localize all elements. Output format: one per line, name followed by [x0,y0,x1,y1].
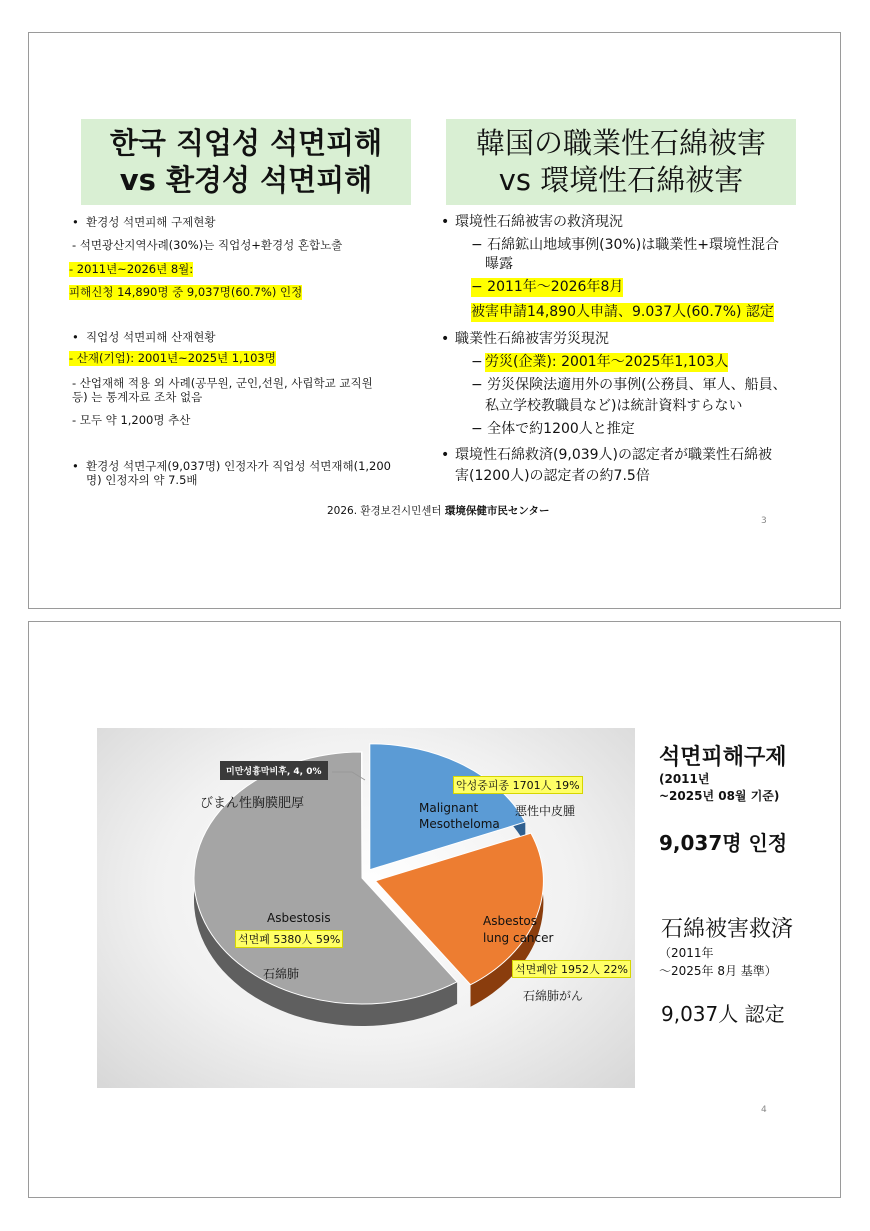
side-kr-period-1: (2011년 [659,772,710,786]
slide-4 [28,621,841,1198]
lung-kr-label: 석면폐암 1952人 22% [512,960,631,978]
jp-bullet-3: • 環境性石綿救済(9,039人)の認定者が職業性石綿被 [455,446,772,465]
side-jp-count: 9,037人 認定 [661,1002,785,1026]
jp-b2-sub1: − 労災保険法適用外の事例(公務員、軍人、船員、 [471,377,787,393]
jp-b1-sub2: 曝露 [485,256,513,272]
side-kr-title: 석면피해구제 [659,745,787,770]
title-jp-line1: 韓国の職業性石綿被害 [475,126,766,160]
jp-bullet-1: • 環境性石綿被害の救済現況 [455,213,623,232]
side-kr-count: 9,037명 인정 [659,831,788,855]
side-jp-period-1: （2011年 [659,946,714,960]
footer-credit [327,503,549,518]
jp-b2-sub2: 私立学校教職員など)は統計資料すらない [485,398,743,414]
title-korean [81,119,411,205]
kr-b2-sub1: - 산업재해 적용 외 사례(공무원, 군인,선원, 사립학교 교직원 [72,376,373,390]
pleura-kr-label: 미만성흉막비후, 4, 0% [220,761,328,780]
jp-b2-sub3: − 全体で約1200人と推定 [471,421,635,437]
title-japanese [446,119,796,205]
kr-b2-sub2: 등) 는 통계자료 조차 없음 [72,390,203,404]
slide-3 [28,32,841,609]
lung-jp-label: 石綿肺がん [523,989,584,1003]
kr-b2-period: - 산재(기업): 2001년~2025년 1,103명 [69,351,276,365]
lung-en-label-1: Asbestos [483,914,538,928]
lung-en-label-2: lung cancer [483,931,554,945]
jp-b2-dash: − [471,354,483,370]
kr-b2-sub3: - 모두 약 1,200명 추산 [72,413,191,427]
kr-b1-sub: - 석면광산지역사례(30%)는 직업성+환경성 혼합노출 [72,238,343,252]
kr-b1-result: 피해신청 14,890명 중 9,037명(60.7%) 인정 [69,285,303,299]
jp-b3-line2: 害(1200人)の認定者の約7.5倍 [455,468,650,484]
kr-b3-line2: 명) 인정자의 약 7.5배 [86,473,198,487]
side-jp-period-2: ～2025年 8月 基準） [659,964,777,978]
title-kr-line1: 한국 직업성 석면피해 [109,126,383,160]
jp-b2-period: 労災(企業): 2001年～2025年1,103人 [485,354,729,370]
meso-jp-label: 悪性中皮腫 [515,804,576,818]
jp-b1-sub1: − 石綿鉱山地域事例(30%)は職業性+環境性混合 [471,237,779,253]
pleura-jp-label: びまん性胸膜肥厚 [200,796,305,811]
kr-b1-period: - 2011년~2026년 8월: [69,262,194,276]
side-kr-period-2: ~2025년 08월 기준) [659,789,780,803]
jp-b1-result: 被害申請14,890人申請、9.037人(60.7%) 認定 [471,304,774,320]
meso-en-label-2: Mesotheloma [419,817,500,831]
kr-bullet-2: • 직업성 석면피해 산재현황 [86,330,216,345]
side-jp-title: 石綿被害救済 [661,917,794,942]
title-jp-line2: vs 環境性石綿被害 [498,163,744,197]
title-kr-line2: vs 환경성 석면피해 [119,163,373,197]
page-number: 3 [761,516,767,526]
asbestosis-kr-label: 석면폐 5380人 59% [235,930,343,948]
kr-bullet-3: • 환경성 석면구제(9,037명) 인정자가 직업성 석면재해(1,200 [86,459,391,474]
footer-jp: 環境保健市民センター [444,505,550,517]
meso-en-label-1: Malignant [419,801,479,815]
page-number: 4 [761,1105,767,1115]
jp-b1-period: − 2011年～2026年8月 [471,279,624,295]
footer-kr: 2026. 환경보건시민센터 [327,505,442,517]
pie-chart-panel [97,728,635,1088]
meso-kr-label: 악성중피종 1701人 19% [453,776,583,794]
asbestosis-jp-label: 石綿肺 [263,967,300,981]
jp-bullet-2: • 職業性石綿被害労災現況 [455,330,609,349]
asbestosis-en-label: Asbestosis [267,911,331,925]
kr-bullet-1: • 환경성 석면피해 구제현황 [86,215,216,230]
